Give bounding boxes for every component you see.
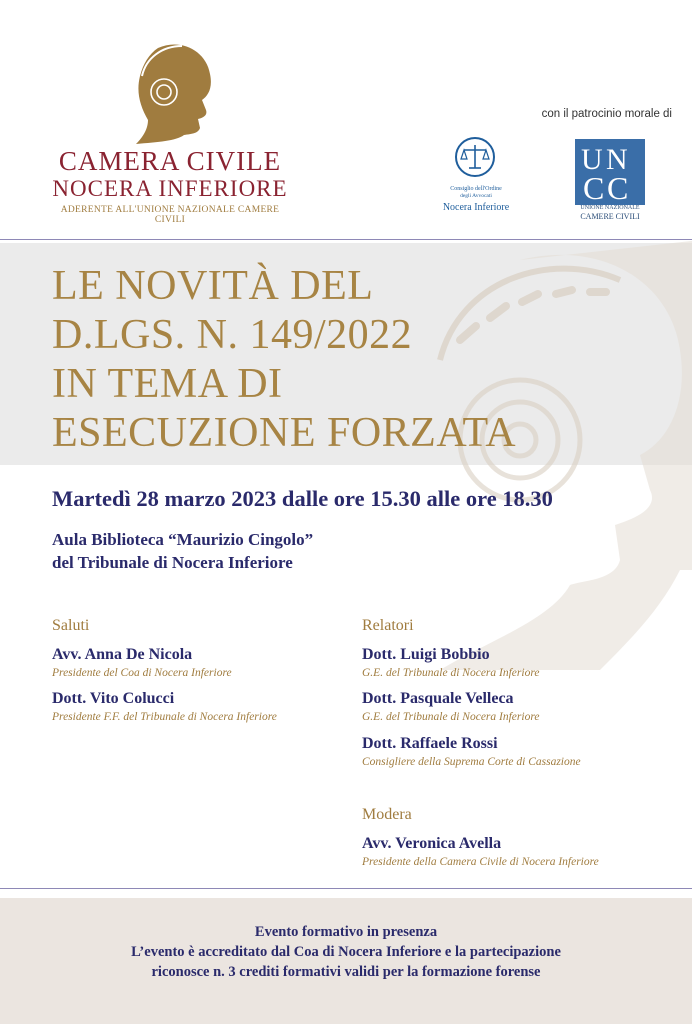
brand-city: NOCERA INFERIORE bbox=[52, 176, 288, 201]
speaker-role: Presidente F.F. del Tribunale di Nocera Inferiore bbox=[52, 711, 277, 723]
footer-band bbox=[0, 898, 692, 1024]
speaker-role: Presidente del Coa di Nocera Inferiore bbox=[52, 667, 232, 679]
brand-name: CAMERA CIVILE bbox=[58, 146, 282, 176]
event-datetime: Martedì 28 marzo 2023 dalle ore 15.30 alle ore 18.30 bbox=[52, 486, 553, 511]
svg-text:N: N bbox=[606, 143, 628, 176]
svg-text:C: C bbox=[607, 170, 629, 205]
speaker-name: Dott. Raffaele Rossi bbox=[362, 735, 498, 752]
coa-logo bbox=[436, 134, 516, 224]
uncc-line1: UNIONE NAZIONALE bbox=[580, 205, 640, 211]
speaker-name: Dott. Luigi Bobbio bbox=[362, 646, 490, 663]
footer-line-1: Evento formativo in presenza bbox=[254, 924, 438, 940]
footer-divider bbox=[0, 888, 692, 889]
brand-subtitle: ADERENTE ALL'UNIONE NAZIONALE CAMERE CIVILI bbox=[60, 205, 280, 225]
svg-text:U: U bbox=[581, 143, 603, 176]
header-divider bbox=[0, 239, 692, 240]
svg-text:C: C bbox=[583, 170, 605, 205]
venue-line-1: Aula Biblioteca “Maurizio Cingolo” bbox=[52, 530, 314, 549]
relatori-label: Relatori bbox=[362, 617, 414, 634]
speaker-name: Avv. Anna De Nicola bbox=[52, 646, 193, 663]
saluti-label: Saluti bbox=[52, 617, 90, 634]
footer-line-2: L’evento è accreditato dal Coa di Nocera Inferiore e la partecipazione bbox=[131, 944, 561, 960]
moderator-role: Presidente della Camera Civile di Nocera Inferiore bbox=[362, 856, 599, 868]
speaker-role: G.E. del Tribunale di Nocera Inferiore bbox=[362, 711, 540, 723]
footer-line-3: riconosce n. 3 crediti formativi validi per la formazione forense bbox=[151, 964, 541, 980]
title-line-4: ESECUZIONE FORZATA bbox=[52, 410, 517, 456]
title-line-3: IN TEMA DI bbox=[52, 361, 283, 407]
venue-line-2: del Tribunale di Nocera Inferiore bbox=[52, 553, 293, 572]
modera-label: Modera bbox=[362, 806, 412, 823]
title-line-1: LE NOVITÀ DEL bbox=[52, 263, 374, 309]
patronage-label: con il patrocinio morale di bbox=[541, 108, 672, 120]
coa-line3: Nocera Inferiore bbox=[442, 202, 510, 213]
coa-line2: degli Avvocati bbox=[460, 193, 492, 199]
title-line-2: D.LGS. N. 149/2022 bbox=[52, 312, 413, 358]
moderator-name: Avv. Veronica Avella bbox=[362, 835, 502, 852]
laurel-head-icon bbox=[118, 36, 228, 146]
speaker-role: G.E. del Tribunale di Nocera Inferiore bbox=[362, 667, 540, 679]
speaker-name: Dott. Pasquale Velleca bbox=[362, 690, 514, 707]
coa-line1: Consiglio dell'Ordine bbox=[450, 186, 502, 192]
uncc-monogram-icon bbox=[575, 139, 645, 205]
uncc-logo bbox=[575, 139, 645, 205]
uncc-line2: CAMERE CIVILI bbox=[580, 212, 640, 221]
speaker-role: Consigliere della Suprema Corte di Cassazione bbox=[362, 756, 581, 768]
speaker-name: Dott. Vito Colucci bbox=[52, 690, 175, 707]
scales-of-justice-icon bbox=[454, 136, 496, 178]
